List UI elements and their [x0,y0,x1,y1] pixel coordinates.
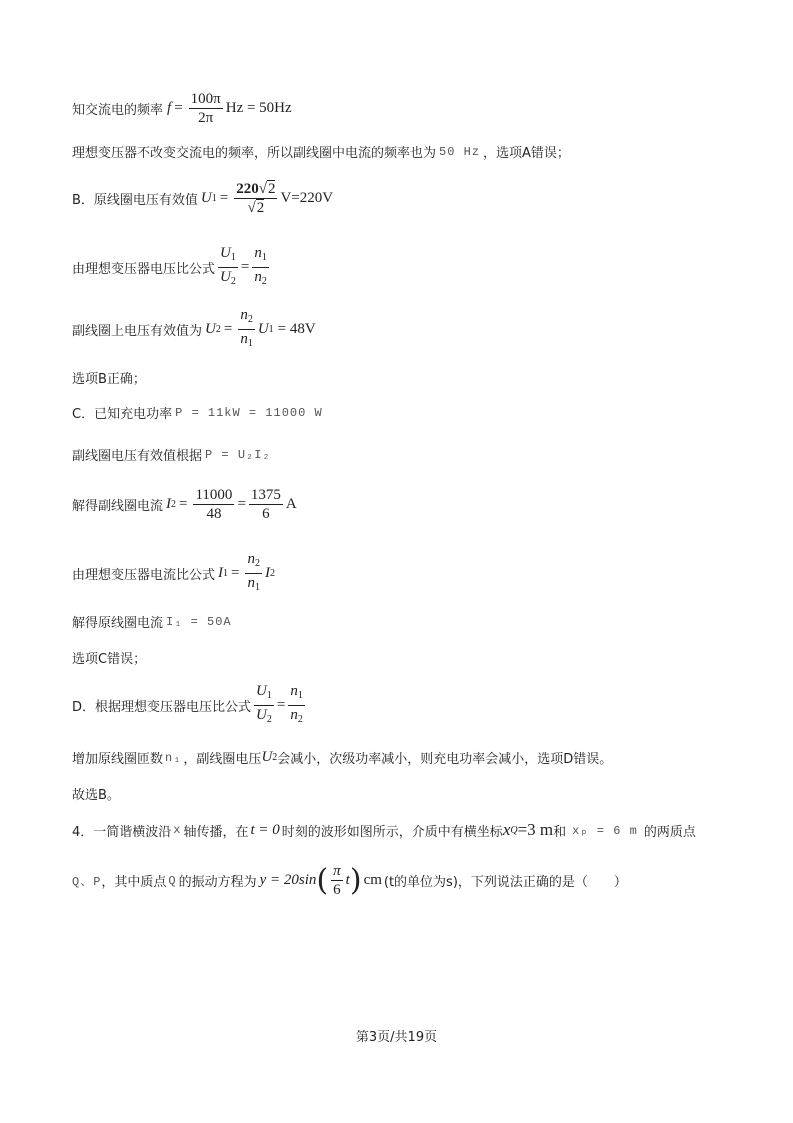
fraction: $\frac{100\pi}{2\pi}$ [190,91,221,126]
line-voltage-ratio: 由理想变压器电压比公式 $\frac{U_1}{U_2}$ = $\frac{n_1}{n_2}$ [72,244,272,291]
page-number: 第3页/共19页 [355,1030,438,1045]
line-secondary-voltage: 副线圈上电压有效值为 U 2 = $\frac{n_2}{n_1}$ U 1 = 48V [72,306,316,353]
fraction: $\frac{220√2}{√2}$ [236,181,276,216]
fraction: $\frac{n_2}{n_1}$ [247,551,260,593]
line-option-b: B．原线圈电压有效值 U 1 = $\frac{220√2}{√2}$ V=220V [72,181,334,216]
line-current-ratio: 由理想变压器电流比公式 I 1 = $\frac{n_2}{n_1}$ I 2 [72,550,275,597]
line-power-relation: 副线圈电压有效值根据 P = U₂I₂ [72,447,271,464]
line-c-wrong: 选项C错误； [72,652,147,667]
line-answer: 故选B。 [72,788,120,803]
line-frequency-statement: 理想变压器不改变交流电的频率，所以副线圈中电流的频率也为 50 Hz ，选项A错误； [72,144,570,161]
fraction: $\frac{U_1}{U_2}$ [220,245,236,287]
fraction: $\frac{11000}{48}$ [195,487,233,522]
fraction: $\frac{n_1}{n_2}$ [290,683,303,725]
line-option-d: D．根据理想变压器电压比公式 $\frac{U_1}{U_2}$ = $\frac{n_1}{n_2}$ [72,682,308,729]
line-secondary-current: 解得副线圈电流 I 2 = $\frac{11000}{48}$ = $\frac{1375}{6}$ A [72,487,297,522]
fraction: $\frac{n_2}{n_1}$ [240,307,253,349]
line-primary-current: 解得原线圈电流 I₁ = 50A [72,614,232,631]
line-b-correct: 选项B正确； [72,372,146,387]
fraction: $\frac{U_1}{U_2}$ [256,683,272,725]
line-option-c: C．已知充电功率 P = 11kW = 11000 W [72,405,323,422]
line-d-explanation: 增加原线圈匝数 n₁ ，副线圈电压 U 2 会减小，次级功率减小，则充电功率会减小，选项D错误。 [72,749,613,767]
line-frequency: 知交流电的频率 f = $\frac{100\pi}{2\pi}$ Hz = 50Hz [72,91,292,126]
fraction: $\frac{1375}{6}$ [250,487,281,522]
line-vibration-equation: Q、P ，其中质点 Q 的振动方程为 y = 20sin ( $\frac{\pi}{6}$ t ) cm (t的单位为s) ，下列说法正确的是（ ） [72,862,627,898]
fraction: $\frac{\pi}{6}$ [333,863,341,898]
fraction: $\frac{n_1}{n_2}$ [254,245,267,287]
line-question-4: 4．一简谐横波沿 x 轴传播，在 t = 0 时刻的波形如图所示，介质中有横坐标 x Q =3 m 和 xₚ = 6 m 的两质点 [72,820,696,840]
